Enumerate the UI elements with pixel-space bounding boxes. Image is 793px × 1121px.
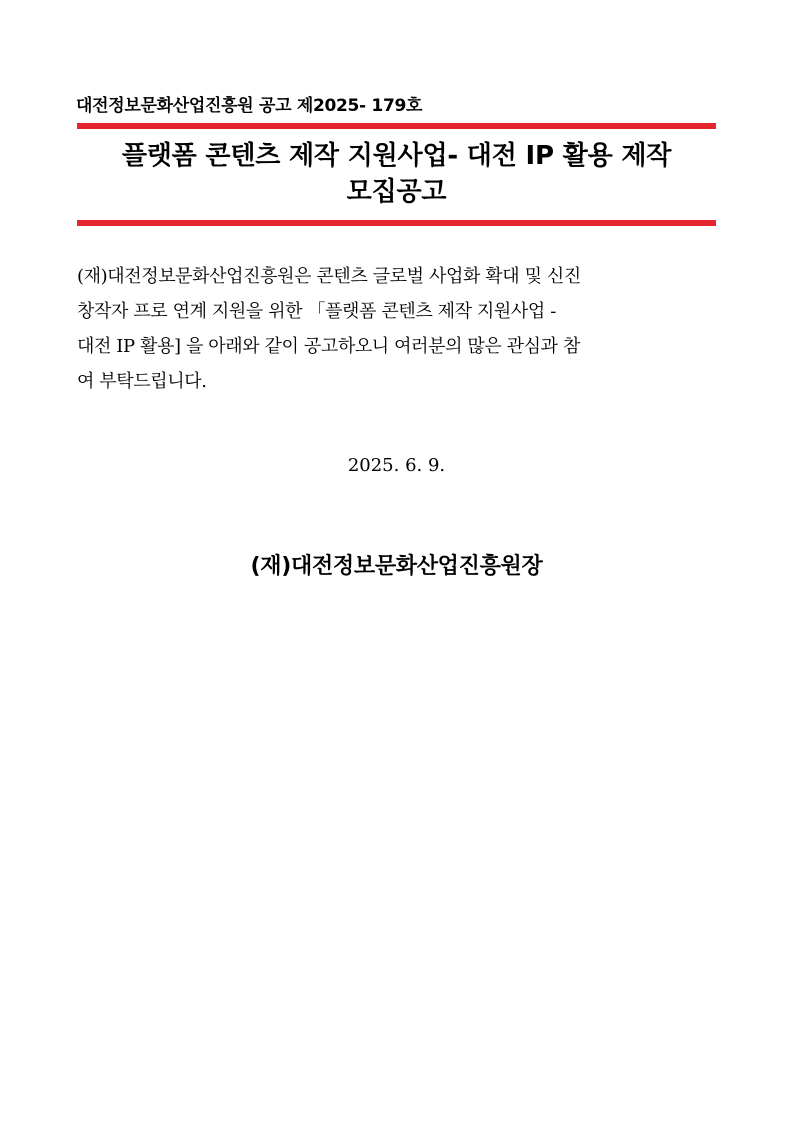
bottom-red-rule xyxy=(77,220,716,226)
body-line-1: (재)대전정보문화산업진흥원은 콘텐츠 글로벌 사업화 확대 및 신진 xyxy=(77,266,581,287)
title-line-2: 모집공고 xyxy=(346,177,447,207)
issuer-signature: (재)대전정보문화산업진흥원장 xyxy=(250,554,543,579)
notice-number: 대전정보문화산업진흥원 공고 제2025- 179호 xyxy=(76,96,423,116)
title-line-1: 플랫폼 콘텐츠 제작 지원사업- 대전 IP 활용 제작 xyxy=(121,141,672,171)
body-line-4: 여 부탁드립니다. xyxy=(77,371,207,392)
announcement-body xyxy=(77,259,719,399)
page-title xyxy=(77,138,716,210)
body-line-2: 창작자 프로 연계 지원을 위한 「플랫폼 콘텐츠 제작 지원사업 - xyxy=(77,301,556,322)
announcement-date: 2025. 6. 9. xyxy=(347,455,446,476)
body-line-3: 대전 IP 활용] 을 아래와 같이 공고하오니 여러분의 많은 관심과 참 xyxy=(77,336,580,357)
top-red-rule xyxy=(77,123,716,129)
